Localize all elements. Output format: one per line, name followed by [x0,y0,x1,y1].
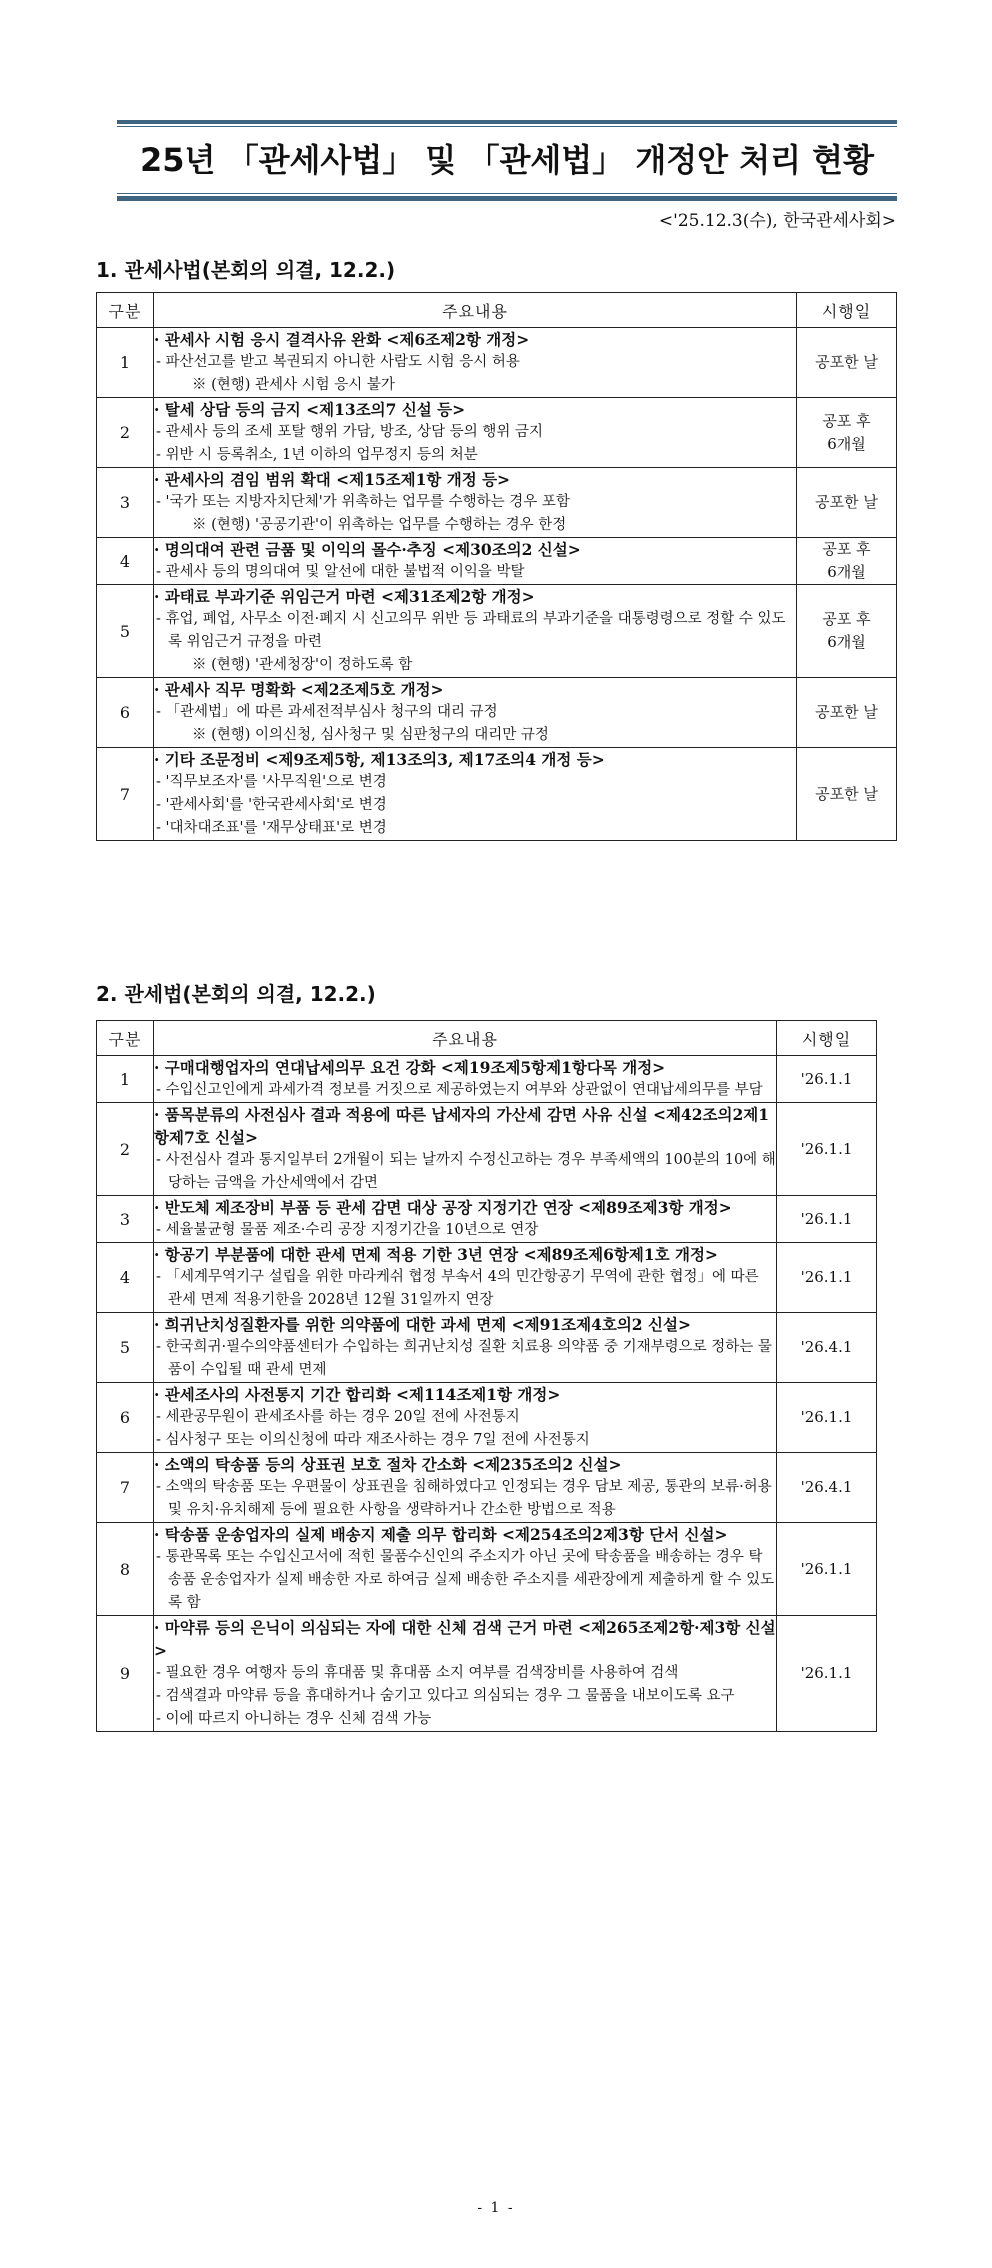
row-content [154,398,797,468]
table-row [97,398,897,468]
page-number: - 1 - [477,2200,515,2216]
section2-table-body [97,1056,877,1732]
item-detail: - 위반 시 등록취소, 1년 이하의 업무정지 등의 처분 [156,447,478,463]
item-detail: - 「관세법」에 따른 과세전적부심사 청구의 대리 규정 [156,704,498,720]
section1-heading: 1. 관세사법(본회의 의결, 12.2.) [96,258,396,282]
title-rule-bottom [117,196,897,201]
table-row [97,585,897,678]
item-detail: - 휴업, 폐업, 사무소 이전·폐지 시 신고의무 위반 등 과태료의 부과기준을 대통령령으로 정할 수 있도록 위임근거 규정을 마련 [156,611,786,650]
item-detail: - '대차대조표'를 '재무상태표'로 변경 [156,820,387,836]
row-content [154,1056,777,1103]
row-content [154,585,797,678]
row-number: 7 [97,1453,154,1523]
item-detail: - 통관목록 또는 수입신고서에 적힌 물품수신인의 주소지가 아닌 곳에 탁송품을 배송하는 경우 탁송품 운송업자가 실제 배송한 자로 하여금 실제 배송한 주소지를 세관장에게 제출하게 할 수 있도록 함 [156,1549,775,1611]
document-title: 25년 「관세사법」 및 「관세법」 개정안 처리 현황 [140,141,874,179]
item-detail: - 관세사 등의 조세 포탈 행위 가담, 방조, 상담 등의 행위 금지 [156,424,543,440]
table-row [97,1523,877,1616]
item-detail: - 필요한 경우 여행자 등의 휴대품 및 휴대품 소지 여부를 검색장비를 사용하여 검색 [156,1665,679,1681]
item-detail: - 「세계무역기구 설립을 위한 마라케쉬 협정 부속서 4의 민간항공기 무역에 관한 협정」에 따른 관세 면제 적용기한을 2028년 12월 31일까지 연장 [156,1269,759,1308]
item-title: · 관세사의 겸임 범위 확대 <제15조제1항 개정 등> [154,470,511,489]
table-row [97,1453,877,1523]
item-title: · 소액의 탁송품 등의 상표권 보호 절차 간소화 <제235조의2 신설> [154,1455,622,1474]
row-number: 6 [97,678,154,748]
item-title: · 구매대행업자의 연대납세의무 요건 강화 <제19조제5항제1항다목 개정> [154,1058,666,1077]
item-title: · 탁송품 운송업자의 실제 배송지 제출 의무 합리화 <제254조의2제3항 단서 신설> [154,1525,728,1544]
item-detail: - 세관공무원이 관세조사를 하는 경우 20일 전에 사전통지 [156,1409,520,1425]
item-detail: - 사전심사 결과 통지일부터 2개월이 되는 날까지 수정신고하는 경우 부족세액의 100분의 10에 해당하는 금액을 가산세액에서 감면 [156,1152,776,1191]
effective-date: '26.4.1 [777,1313,877,1383]
table-row [97,538,897,585]
row-number: 5 [97,585,154,678]
row-number: 4 [97,1243,154,1313]
item-title: · 관세조사의 사전통지 기간 합리화 <제114조제1항 개정> [154,1385,561,1404]
item-detail: - 파산선고를 받고 복권되지 아니한 사람도 시험 응시 허용 [156,354,520,370]
effective-date: '26.1.1 [777,1616,877,1732]
effective-date: 공포한 날 [797,678,897,748]
row-number: 2 [97,398,154,468]
item-detail: - 수입신고인에게 과세가격 정보를 거짓으로 제공하였는지 여부와 상관없이 연대납세의무를 부담 [156,1082,763,1098]
item-title: · 항공기 부분품에 대한 관세 면제 적용 기한 3년 연장 <제89조제6항제1호 개정> [154,1245,718,1264]
row-number: 3 [97,1196,154,1243]
effective-date: 공포한 날 [797,328,897,398]
item-detail: - 소액의 탁송품 또는 우편물이 상표권을 침해하였다고 인정되는 경우 담보 제공, 통관의 보류·허용 및 유치·유치해제 등에 필요한 사항을 생략하거나 간소한 방법으로 적용 [156,1479,772,1518]
row-content [154,1103,777,1196]
table-row [97,1383,877,1453]
effective-date: '26.1.1 [777,1103,877,1196]
item-detail: - 이에 따르지 아니하는 경우 신체 검색 가능 [156,1711,432,1727]
item-title: · 명의대여 관련 금품 및 이익의 몰수·추징 <제30조의2 신설> [154,540,581,559]
row-number: 7 [97,748,154,841]
column-header-date: 시행일 [777,1021,877,1056]
item-detail: - 세율불균형 물품 제조·수리 공장 지정기간을 10년으로 연장 [156,1222,539,1238]
table-row [97,1313,877,1383]
table-row [97,1103,877,1196]
section2-table [96,1020,877,1732]
item-title: · 기타 조문정비 <제9조제5항, 제13조의3, 제17조의4 개정 등> [154,750,605,769]
effective-date: '26.1.1 [777,1196,877,1243]
row-content [154,1523,777,1616]
section1-table [96,292,897,841]
row-content [154,1313,777,1383]
title-rule-top [117,120,897,124]
item-title: · 관세사 시험 응시 결격사유 완화 <제6조제2항 개정> [154,330,530,349]
item-title: · 마약류 등의 은닉이 의심되는 자에 대한 신체 검색 근거 마련 <제265조제2항·제3항 신설> [154,1618,776,1660]
column-header-date: 시행일 [797,293,897,328]
row-content [154,468,797,538]
table-header-row [97,293,897,328]
table-header-row [97,1021,877,1056]
row-content [154,1196,777,1243]
row-content [154,1383,777,1453]
effective-date: '26.4.1 [777,1453,877,1523]
row-number: 6 [97,1383,154,1453]
item-detail: - '국가 또는 지방자치단체'가 위촉하는 업무를 수행하는 경우 포함 [156,494,570,510]
item-detail: - 심사청구 또는 이의신청에 따라 재조사하는 경우 7일 전에 사전통지 [156,1432,590,1448]
row-content [154,678,797,748]
item-note: ※ (현행) 관세사 시험 응시 불가 [192,377,395,393]
effective-date: 공포 후 6개월 [797,398,897,468]
row-number: 2 [97,1103,154,1196]
row-content [154,748,797,841]
item-detail: - '관세사회'를 '한국관세사회'로 변경 [156,797,387,813]
row-content [154,538,797,585]
column-header-content: 주요내용 [154,1021,777,1056]
table-row [97,1196,877,1243]
table-row [97,1243,877,1313]
item-note: ※ (현행) 이의신청, 심사청구 및 심판청구의 대리만 규정 [192,727,549,743]
column-header-content: 주요내용 [154,293,797,328]
column-header-no: 구분 [97,1021,154,1056]
section1-table-body [97,328,897,841]
effective-date: 공포한 날 [797,748,897,841]
effective-date: '26.1.1 [777,1523,877,1616]
table-row [97,1616,877,1732]
row-content [154,328,797,398]
item-title: · 희귀난치성질환자를 위한 의약품에 대한 과세 면제 <제91조제4호의2 신설> [154,1315,691,1334]
item-note: ※ (현행) '공공기관'이 위촉하는 업무를 수행하는 경우 한정 [192,517,567,533]
row-content [154,1453,777,1523]
item-detail: - '직무보조자'를 '사무직원'으로 변경 [156,774,387,790]
column-header-no: 구분 [97,293,154,328]
effective-date: '26.1.1 [777,1056,877,1103]
effective-date: 공포한 날 [797,468,897,538]
row-number: 9 [97,1616,154,1732]
effective-date: '26.1.1 [777,1243,877,1313]
effective-date: 공포 후 6개월 [797,585,897,678]
item-title: · 품목분류의 사전심사 결과 적용에 따른 납세자의 가산세 감면 사유 신설 <제42조의2제1항제7호 신설> [154,1105,769,1147]
row-number: 3 [97,468,154,538]
row-number: 4 [97,538,154,585]
row-number: 1 [97,1056,154,1103]
table-row [97,678,897,748]
row-number: 5 [97,1313,154,1383]
item-title: · 관세사 직무 명확화 <제2조제5호 개정> [154,680,444,699]
table-row [97,468,897,538]
row-number: 1 [97,328,154,398]
title-rule-bottom-thin [117,193,897,194]
item-title: · 과태료 부과기준 위임근거 마련 <제31조제2항 개정> [154,587,535,606]
item-note: ※ (현행) '관세청장'이 정하도록 함 [192,657,413,673]
table-row [97,1056,877,1103]
row-content [154,1243,777,1313]
item-detail: - 검색결과 마약류 등을 휴대하거나 숨기고 있다고 의심되는 경우 그 물품을 내보이도록 요구 [156,1688,735,1704]
item-detail: - 한국희귀·필수의약품센터가 수입하는 희귀난치성 질환 치료용 의약품 중 기재부령으로 정하는 물품이 수입될 때 관세 면제 [156,1339,772,1378]
row-content [154,1616,777,1732]
effective-date: 공포 후 6개월 [797,538,897,585]
item-title: · 탈세 상담 등의 금지 <제13조의7 신설 등> [154,400,466,419]
table-row [97,748,897,841]
title-block [117,120,897,201]
row-number: 8 [97,1523,154,1616]
dateline: <'25.12.3(수), 한국관세사회> [658,211,896,231]
effective-date: '26.1.1 [777,1383,877,1453]
section2-heading: 2. 관세법(본회의 의결, 12.2.) [96,982,376,1006]
item-detail: - 관세사 등의 명의대여 및 알선에 대한 불법적 이익을 박탈 [156,564,525,580]
table-row [97,328,897,398]
item-title: · 반도체 제조장비 부품 등 관세 감면 대상 공장 지정기간 연장 <제89조제3항 개정> [154,1198,732,1217]
